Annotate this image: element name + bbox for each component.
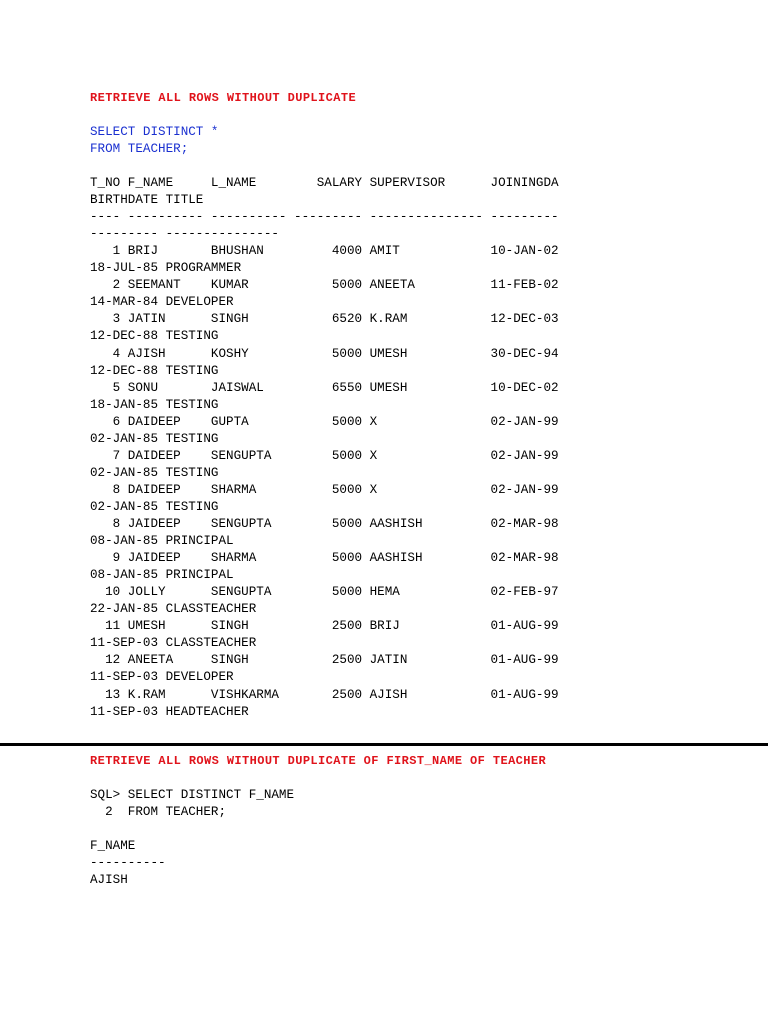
result-line: 22-JAN-85 CLASSTEACHER bbox=[90, 602, 257, 617]
result-line: 9 JAIDEEP SHARMA 5000 AASHISH 02-MAR-98 bbox=[90, 551, 559, 566]
result-line: 2 SEEMANT KUMAR 5000 ANEETA 11-FEB-02 bbox=[90, 278, 559, 293]
section1-heading: RETRIEVE ALL ROWS WITHOUT DUPLICATE bbox=[90, 91, 357, 105]
result-line: 8 DAIDEEP SHARMA 5000 X 02-JAN-99 bbox=[90, 482, 559, 497]
result-line: BIRTHDATE TITLE bbox=[90, 193, 204, 208]
result-line: 12 ANEETA SINGH 2500 JATIN 01-AUG-99 bbox=[90, 653, 559, 668]
result-line: 12-DEC-88 TESTING bbox=[90, 363, 219, 378]
result-line: 02-JAN-85 TESTING bbox=[90, 499, 219, 514]
result-line: 11-SEP-03 HEADTEACHER bbox=[90, 704, 249, 719]
result-line: 6 DAIDEEP GUPTA 5000 X 02-JAN-99 bbox=[90, 414, 559, 429]
result-line: 18-JUL-85 PROGRAMMER bbox=[90, 261, 242, 276]
session-line: SQL> SELECT DISTINCT F_NAME bbox=[90, 788, 295, 802]
result-line: ---- ---------- ---------- --------- --------------- --------- bbox=[90, 210, 559, 225]
session-line: AJISH bbox=[90, 873, 128, 887]
result-line: 08-JAN-85 PRINCIPAL bbox=[90, 568, 234, 583]
result-line: 18-JAN-85 TESTING bbox=[90, 397, 219, 412]
result-line: 7 DAIDEEP SENGUPTA 5000 X 02-JAN-99 bbox=[90, 448, 559, 463]
result-line: 02-JAN-85 TESTING bbox=[90, 465, 219, 480]
result-line: 14-MAR-84 DEVELOPER bbox=[90, 295, 234, 310]
result-line: 13 K.RAM VISHKARMA 2500 AJISH 01-AUG-99 bbox=[90, 687, 559, 702]
result-line: 4 AJISH KOSHY 5000 UMESH 30-DEC-94 bbox=[90, 346, 559, 361]
session-line: 2 FROM TEACHER; bbox=[90, 805, 227, 819]
result-line: 08-JAN-85 PRINCIPAL bbox=[90, 534, 234, 549]
section2-heading: RETRIEVE ALL ROWS WITHOUT DUPLICATE OF FIRST_NAME OF TEACHER bbox=[90, 754, 547, 768]
result-line: 1 BRIJ BHUSHAN 4000 AMIT 10-JAN-02 bbox=[90, 244, 559, 259]
result-line: 11 UMESH SINGH 2500 BRIJ 01-AUG-99 bbox=[90, 619, 559, 634]
session-line: F_NAME bbox=[90, 839, 136, 853]
sql-from-line: FROM TEACHER; bbox=[90, 142, 189, 156]
result-line: 3 JATIN SINGH 6520 K.RAM 12-DEC-03 bbox=[90, 312, 559, 327]
session-line: ---------- bbox=[90, 856, 166, 870]
result-line: T_NO F_NAME L_NAME SALARY SUPERVISOR JOININGDA bbox=[90, 176, 559, 190]
sql-select-line: SELECT DISTINCT * bbox=[90, 125, 219, 139]
result-line: 11-SEP-03 CLASSTEACHER bbox=[90, 636, 257, 651]
result-line: 8 JAIDEEP SENGUPTA 5000 AASHISH 02-MAR-98 bbox=[90, 517, 559, 531]
result-line: 10 JOLLY SENGUPTA 5000 HEMA 02-FEB-97 bbox=[90, 585, 559, 600]
result-line: --------- --------------- bbox=[90, 227, 279, 242]
result-line: 5 SONU JAISWAL 6550 UMESH 10-DEC-02 bbox=[90, 380, 559, 395]
result-line: 02-JAN-85 TESTING bbox=[90, 431, 219, 446]
result-line: 12-DEC-88 TESTING bbox=[90, 329, 219, 344]
section-divider bbox=[0, 743, 768, 746]
result-line: 11-SEP-03 DEVELOPER bbox=[90, 670, 234, 685]
